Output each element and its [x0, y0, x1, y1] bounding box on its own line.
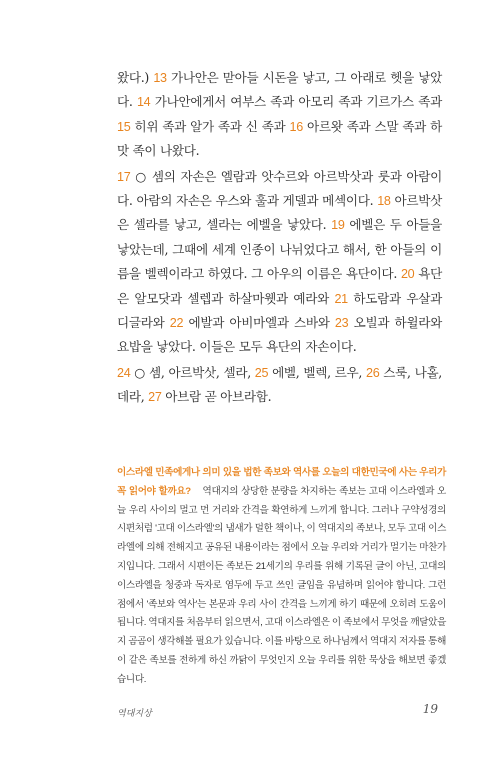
- verse-number: 25: [254, 365, 269, 380]
- verse-text: 아르왓 족과 스말 족과 하맛 족이 나왔다.: [117, 118, 442, 159]
- verse-number: 20: [400, 267, 415, 282]
- verse-text: 가나안에게서 여부스 족과 아모리 족과 기르가스 족과: [150, 94, 443, 110]
- verse-number: 26: [365, 365, 380, 380]
- verse-number: 21: [334, 291, 348, 306]
- passage-paragraph-3: [117, 361, 442, 410]
- verse-text: 에벨, 벨렉, 르우,: [268, 364, 366, 380]
- verse-text: 가나안은 맏아들 시돈을 낳고, 그 아래로 헷을 낳았다.: [117, 70, 442, 110]
- verse-number: 15: [117, 119, 131, 134]
- verse-text: 스룩, 나홀, 데라,: [117, 364, 443, 405]
- verse-number: 13: [153, 71, 167, 85]
- verse-number: 27: [148, 390, 162, 405]
- verse-text: ○ 셈, 아르박삿, 셀라,: [130, 364, 255, 380]
- verse-text: 아브람 곧 아브라함.: [161, 389, 272, 405]
- verse-text: 하도람과 우살과 디글라와: [117, 290, 442, 331]
- passage-paragraph-1: [117, 66, 442, 164]
- book-title: 역대지상: [117, 709, 152, 719]
- scripture-passage: [117, 66, 442, 411]
- verse-text: 욕단은 알모닷과 셀렙과 하살마웻과 예라와: [117, 266, 442, 306]
- verse-text: 에발과 아비마엘과 스바와: [183, 315, 335, 331]
- verse-number: 24: [117, 365, 131, 380]
- verse-number: 22: [169, 316, 184, 331]
- study-note: [117, 464, 446, 690]
- study-question-gap: [194, 486, 200, 497]
- verse-text: 아르박삿은 셀라를 낳고, 셀라는 에벨을 낳았다.: [117, 193, 442, 233]
- study-question: 이스라엘 민족에게나 의미 있을 법한 족보와 역사를 오늘의 대한민국에 사는 우리가 꼭 읽어야 할까요?: [117, 467, 446, 497]
- verse-number: 16: [289, 119, 303, 134]
- verse-text: ○ 셈의 자손은 엘람과 앗수르와 아르박삿과 룻과 아람이다. 아람의 자손은 우스와 훌과 게델과 메섹이다.: [117, 168, 442, 209]
- verse-number: 14: [136, 95, 151, 110]
- verse-text: 오빌과 하윌라와 요밥을 낳았다. 이들은 모두 욕단의 자손이다.: [117, 315, 442, 355]
- verse-number: 23: [334, 316, 349, 331]
- verse-number: 18: [377, 194, 391, 209]
- passage-paragraph-2: [117, 165, 442, 360]
- page-number: 19: [422, 702, 438, 716]
- study-body: 역대지의 상당한 분량을 차지하는 족보는 고대 이스라엘과 오늘 우리 사이의 멀고 먼 거리와 간격을 확연하게 느끼게 합니다. 그러나 구약성경의 시편처럼 '고대 이스라엘'의 냄새가 덜한 책이나, 이 역대지의 족보나, 모두 고대 이스라엘에 의해 전해지고 공유된 내용이라는 점에서 오늘 우리와 거리가 멀기는 마찬가지입니다. 그래서 시편이든 족보든 21세기의 우리를 위해 기록된 글이 아닌, 고대의 이스라엘을 청중과 독자로 염두에 두고 쓰인 글임을 유념하며 읽어야 합니다. 그런 점에서 '족보와 역사'는 본문과 우리 사이 간격을 느끼게 하기 때문에 오히려 도움이 됩니다. 역대지를 처음부터 읽으면서, 고대 이스라엘은 이 족보에서 무엇을 깨달았을지 곰곰이 생각해볼 필요가 있습니다. 이를 바탕으로 하나님께서 역대지 저자를 통해 이 같은 족보를 전하게 하신 까닭이 무엇인지 오늘 우리를 위한 묵상을 해보면 좋겠습니다.: [117, 485, 446, 685]
- verse-number: 17: [117, 169, 131, 184]
- verse-number: 19: [331, 218, 345, 233]
- verse-text: 히위 족과 알가 족과 신 족과: [130, 118, 290, 134]
- verse-text: 왔다.): [117, 70, 154, 85]
- verse-text: 에벨은 두 아들을 낳았는데, 그때에 세계 인종이 나뉘었다고 해서, 한 아들의 이름을 벨렉이라고 하였다. 그 아우의 이름은 욕단이다.: [117, 217, 442, 282]
